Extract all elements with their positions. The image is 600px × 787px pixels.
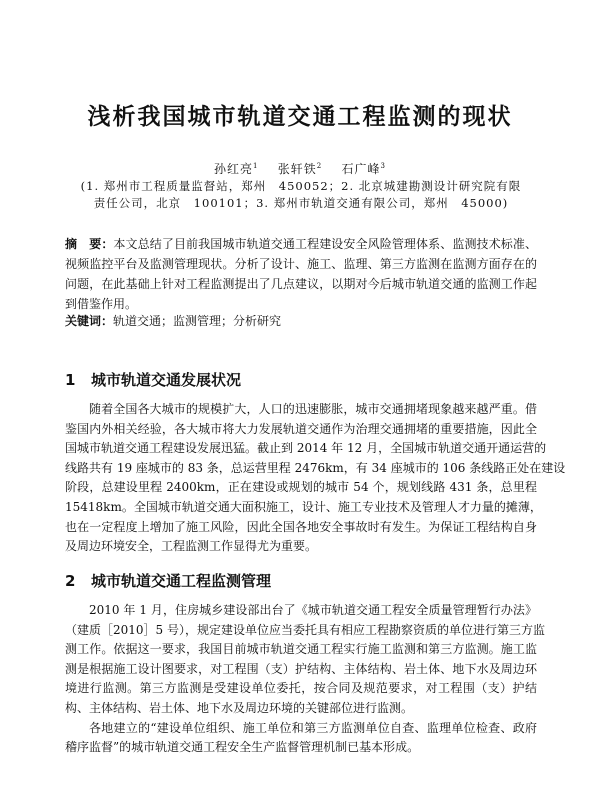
abstract-line: 问题，在此基础上针对工程监测提出了几点建议，以期对今后城市轨道交通的监测工作起: [65, 277, 537, 291]
paragraph-line: 稽序监督”的城市轨道交通工程安全生产监督管理机制已基本形成。: [65, 740, 420, 755]
affiliation-mark: 1: [253, 162, 259, 170]
paragraph-line: 也在一定程度上增加了施工风险，因此全国各地安全事故时有发生。为保证工程结构自身: [65, 519, 537, 534]
paragraph-line: 线路共有 19 座城市的 83 条，总运营里程 2476km，有 34 座城市的 106 条线路正处在建设: [65, 460, 566, 475]
paragraph-line: 测是根据施工设计图要求，对工程围（支）护结构、主体结构、岩土体、地下水及周边环: [65, 661, 537, 676]
abstract-line: 到借鉴作用。: [65, 297, 138, 311]
affiliation-mark: 3: [380, 162, 386, 170]
paragraph-line: 鉴国内外相关经验，各大城市将大力发展轨道交通作为治理交通拥堵的重要措施，因此全: [65, 421, 537, 436]
affiliation-mark: 2: [316, 162, 323, 170]
paper-title: 浅析我国城市轨道交通工程监测的现状: [87, 104, 513, 130]
authors: [0, 160, 600, 177]
affiliation-line: (1. 郑州市工程质量监督站，郑州 450052；2. 北京城建勘测设计研究院有限: [80, 179, 522, 193]
section-heading: [65, 369, 241, 390]
paragraph-line: 国城市轨道交通工程建设发展迅猛。截止到 2014 年 12 月，全国城市轨道交通开通运营的: [65, 441, 547, 456]
paragraph-line: 境进行监测。第三方监测是受建设单位委托，按合同及规范要求，对工程围（支）护结: [65, 681, 537, 696]
paragraph-line: 及周边环境安全，工程监测工作显得尤为重要。: [65, 539, 318, 554]
keywords: [65, 313, 537, 329]
keywords-text: 轨道交通；监测管理；分析研究: [113, 314, 282, 328]
author: 石广峰: [341, 162, 381, 176]
paragraph-line: （建质［2010］5 号），规定建设单位应当委托具有相应工程勘察资质的单位进行第三方监: [65, 622, 545, 637]
section-number: 2: [65, 572, 76, 590]
paragraph-line: 测工作。依据这一要求，我国目前城市轨道交通工程实行施工监测和第三方监测。施工监: [65, 642, 537, 657]
section-number: 1: [65, 371, 76, 389]
paragraph-line: 构、主体结构、岩土体、地下水及周边环境的关键部位进行监测。: [65, 701, 414, 715]
section-heading: [65, 570, 271, 591]
paragraph-line: 2010 年 1 月，住房城乡建设部出台了《城市轨道交通工程安全质量管理暂行办法》: [89, 603, 537, 617]
abstract-line: [65, 236, 537, 252]
author: 孙红亮: [214, 162, 254, 176]
paragraph-line: 阶段，总建设里程 2400km，正在建设或规划的城市 54 个，规划线路 431 条，总里程: [65, 480, 537, 495]
section-title: 城市轨道交通发展状况: [91, 371, 242, 389]
keywords-label: 关键词：: [65, 314, 114, 328]
paragraph-line: 随着全国各大城市的规模扩大，人口的迅速膨胀，城市交通拥堵现象越来越严重。借: [89, 402, 537, 416]
author: 张轩铁: [277, 162, 317, 176]
abstract-text: 本文总结了目前我国城市轨道交通工程建设安全风险管理体系、监测技术标准、: [113, 237, 537, 251]
affiliation-line: 责任公司，北京 100101；3. 郑州市轨道交通有限公司，郑州 45000): [93, 196, 509, 210]
section-title: 城市轨道交通工程监测管理: [91, 572, 272, 590]
abstract-line: 视频监控平台及监测管理现状。分析了设计、施工、监理、第三方监测在监测方面存在的: [65, 257, 537, 271]
paragraph-line: 15418km。全国城市轨道交通大面积施工，设计、施工专业技术及管理人才力量的摊薄，: [65, 500, 542, 514]
paragraph-line: 各地建立的“建设单位组织、施工单位和第三方监测单位自查、监理单位检查、政府: [89, 720, 537, 735]
abstract-label: 摘 要：: [65, 237, 114, 251]
